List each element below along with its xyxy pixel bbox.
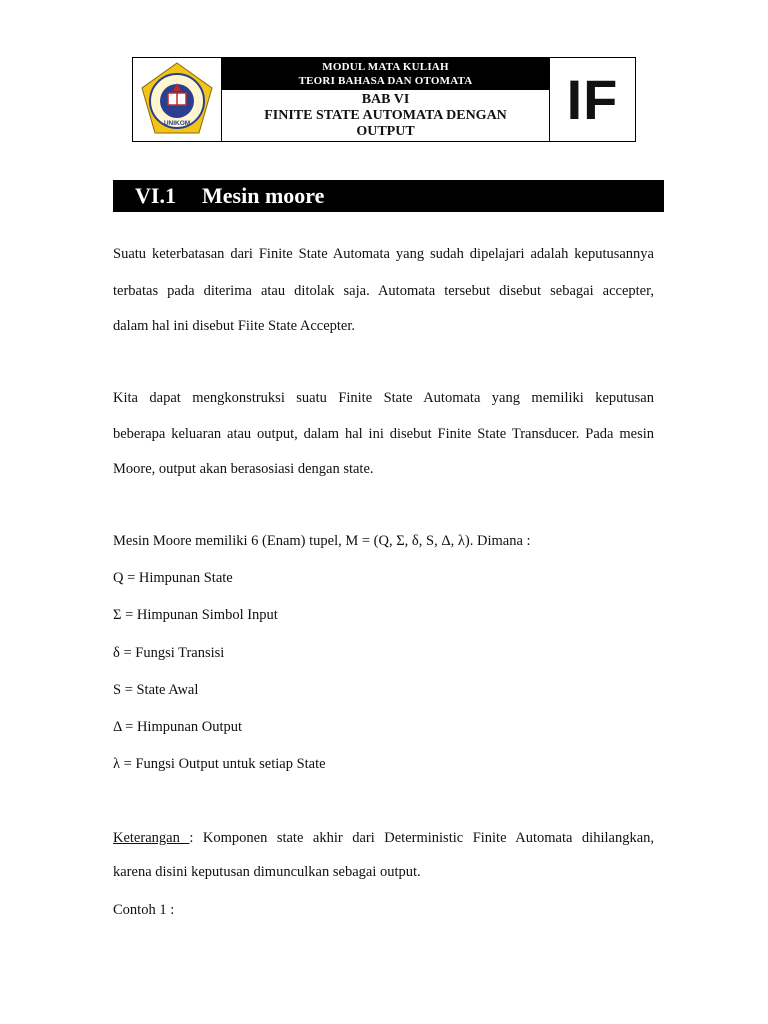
module-header	[132, 57, 636, 142]
chapter-number: BAB VI	[361, 91, 410, 107]
chapter-title-line2: OUTPUT	[356, 123, 415, 139]
paragraph-1-line-1: Suatu keterbatasan dari Finite State Automata yang sudah dipelajari adalah keputusannya	[113, 246, 654, 262]
section-title: Mesin moore	[202, 183, 325, 208]
chapter-title-line1: FINITE STATE AUTOMATA DENGAN	[264, 107, 507, 123]
example-label: Contoh 1 :	[113, 902, 175, 918]
paragraph-1-line-2: terbatas pada diterima atau ditolak saja. Automata tersebut disebut sebagai accepter,	[113, 283, 654, 299]
note-text-1: : Komponen state akhir dari Deterministic Finite Automata dihilangkan,	[189, 830, 655, 846]
section-number: VI.1	[135, 183, 176, 208]
course-label	[222, 58, 549, 90]
paragraph-2-line-1: Kita dapat mengkonstruksi suatu Finite State Automata yang memiliki keputusan	[113, 390, 654, 406]
tuple-item: S = State Awal	[113, 682, 199, 698]
logo-text-bottom: UNIKOM	[163, 119, 191, 127]
course-name: TEORI BAHASA DAN OTOMATA	[298, 75, 473, 87]
paragraph-2-line-2: beberapa keluaran atau output, dalam hal ini disebut Finite State Transducer. Pada mesin	[113, 426, 654, 442]
logo-cell	[133, 58, 222, 141]
header-center	[222, 58, 550, 141]
tuple-item: Q = Himpunan State	[113, 570, 233, 586]
section-heading	[113, 180, 664, 212]
chapter-label	[222, 90, 549, 141]
note-line-2: karena disini keputusan dimunculkan sebagai output.	[113, 864, 421, 880]
paragraph-1-line-3: dalam hal ini disebut Fiite State Accepter.	[113, 318, 356, 334]
paragraph-2-line-3: Moore, output akan berasosiasi dengan state.	[113, 461, 374, 477]
module-label: MODUL MATA KULIAH	[322, 61, 449, 73]
paragraph-3: Mesin Moore memiliki 6 (Enam) tupel, M = (Q, Σ, δ, S, Δ, λ). Dimana :	[113, 533, 531, 549]
university-logo	[138, 61, 216, 139]
note-label: Keterangan	[113, 830, 190, 846]
note-line-1	[113, 830, 654, 847]
tuple-item: Σ = Himpunan Simbol Input	[113, 607, 278, 623]
tuple-item: λ = Fungsi Output untuk setiap State	[113, 756, 326, 772]
tuple-item: δ = Fungsi Transisi	[113, 645, 225, 661]
program-code: IF	[566, 68, 619, 131]
tuple-item: Δ = Himpunan Output	[113, 719, 243, 735]
